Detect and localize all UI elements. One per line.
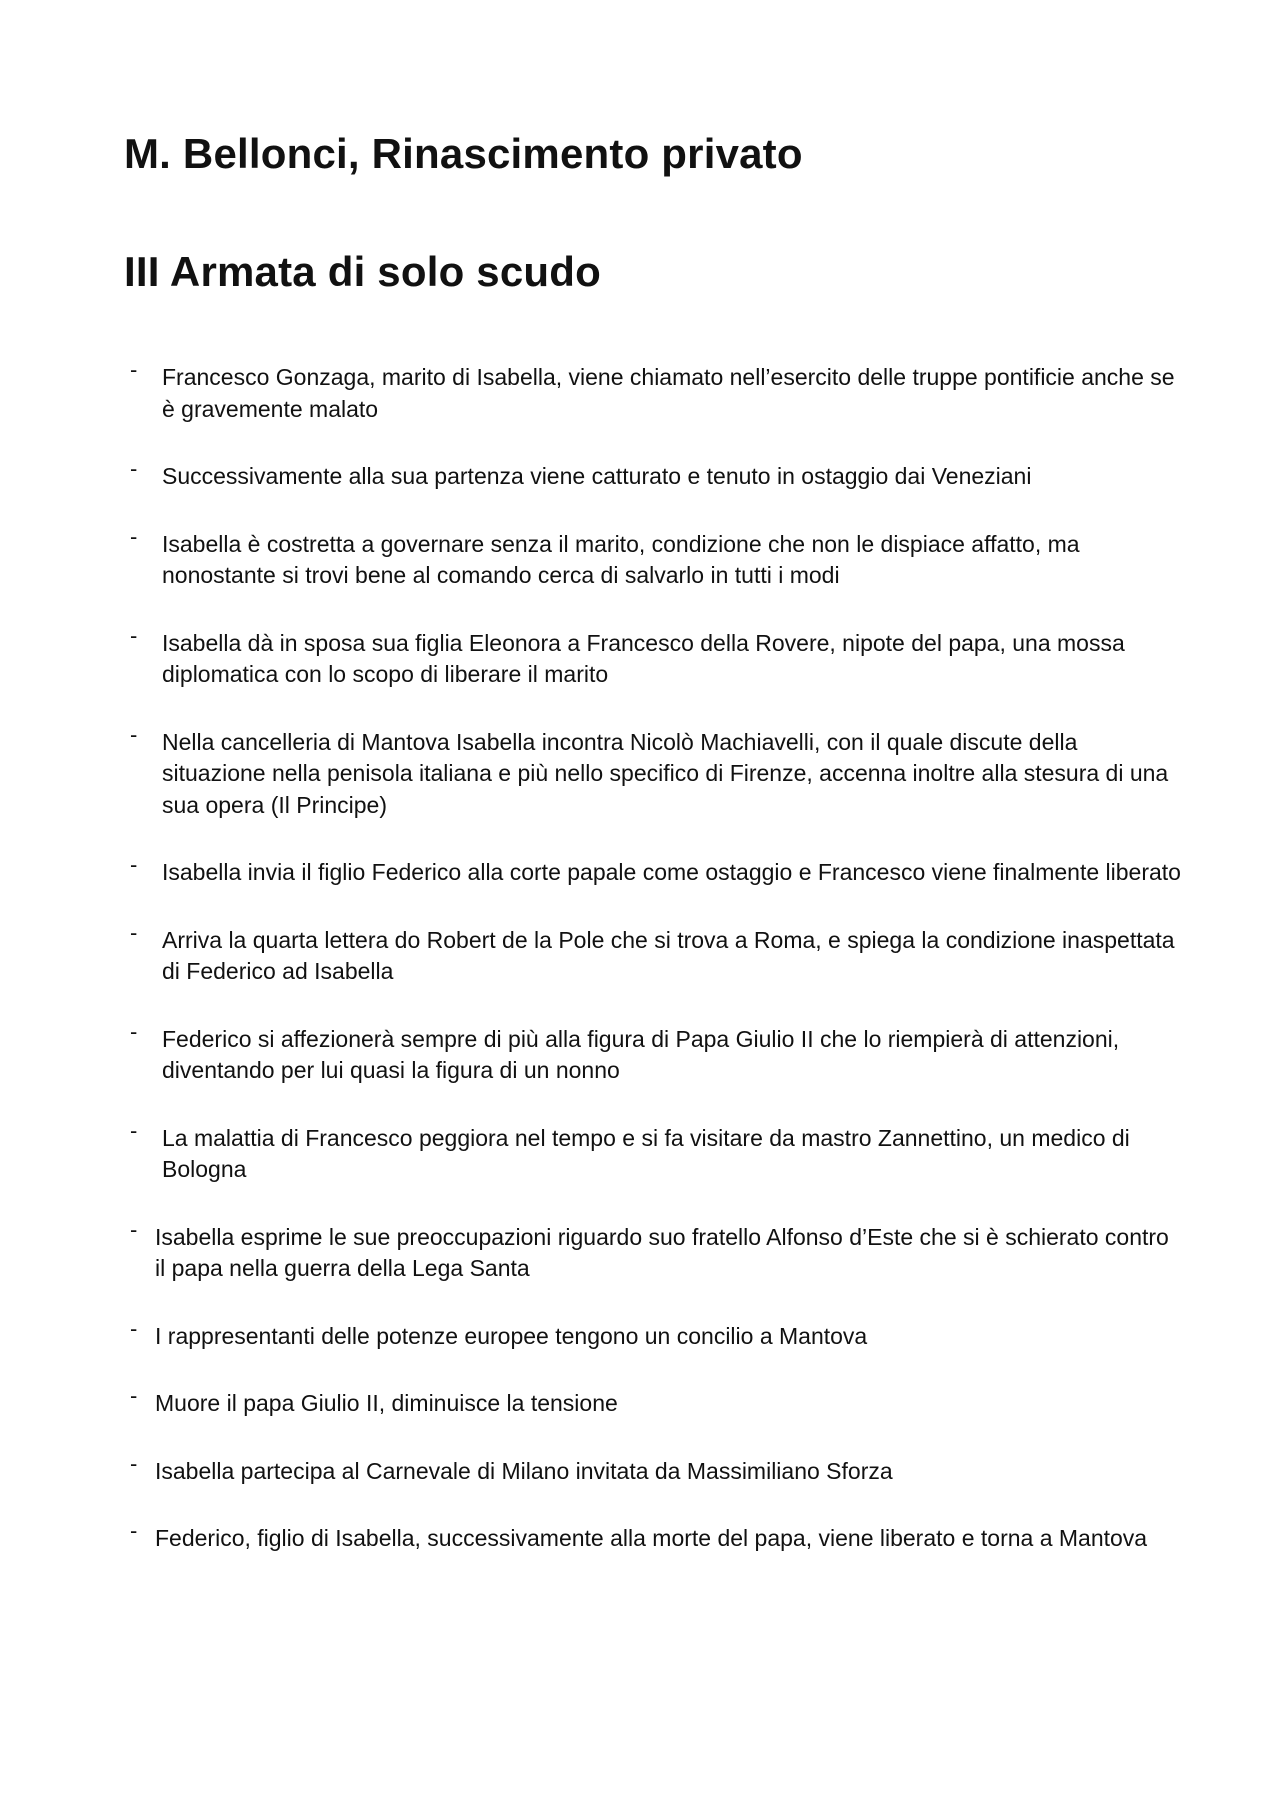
list-item-text: Francesco Gonzaga, marito di Isabella, viene chiamato nell’esercito delle truppe pontificie anche se è gravemente malato	[162, 364, 1175, 422]
bullet-marker: -	[130, 1018, 138, 1044]
list-item-text: Isabella è costretta a governare senza il marito, condizione che non le dispiace affatto, ma nonostante si trovi bene al comando cerca di salvarlo in tutti i modi	[162, 530, 1080, 588]
list-item-text: Muore il papa Giulio II, diminuisce la tensione	[155, 1390, 618, 1416]
list-item-text: Isabella dà in sposa sua figlia Eleonora a Francesco della Rovere, nipote del papa, una mossa diplomatica con lo scopo di liberare il marito	[162, 629, 1125, 687]
bullet-marker: -	[130, 1117, 138, 1143]
bullet-marker: -	[130, 852, 138, 877]
bullet-marker: -	[130, 357, 138, 382]
list-item	[124, 1216, 1184, 1285]
bullet-marker: -	[130, 721, 138, 747]
bullet-marker: -	[130, 1383, 138, 1408]
bullet-marker: -	[130, 919, 138, 945]
section-title: III Armata di solo scudo	[124, 248, 601, 295]
list-item-text: Federico si affezionerà sempre di più alla figura di Papa Giulio II che lo riempierà di attenzioni, diventando per lui quasi la figura di un nonno	[162, 1025, 1120, 1083]
list-item-text: Arriva la quarta lettera do Robert de la Pole che si trova a Roma, e spiega la condizione inaspettata di Federico ad Isabella	[162, 926, 1175, 984]
list-item	[124, 721, 1184, 822]
list-item-text: Isabella partecipa al Carnevale di Milano invitata da Massimiliano Sforza	[155, 1457, 893, 1484]
list-item	[124, 1450, 1184, 1488]
list-item	[124, 1018, 1184, 1087]
list-item	[124, 523, 1184, 592]
list-item	[124, 456, 1184, 493]
list-item	[124, 1518, 1184, 1555]
list-item	[124, 1383, 1184, 1420]
list-item-text: Isabella invia il figlio Federico alla corte papale come ostaggio e Francesco viene finalmente liberato	[162, 859, 1181, 885]
list-item	[124, 357, 1184, 425]
list-item-text: Isabella esprime le sue preoccupazioni riguardo suo fratello Alfonso d’Este che si è schierato contro il papa nella guerra della Lega Santa	[155, 1223, 1169, 1281]
list-item	[124, 1117, 1184, 1186]
bullet-marker: -	[130, 1216, 138, 1242]
bullet-list	[124, 357, 1184, 1591]
list-item	[124, 1315, 1184, 1353]
bullet-marker: -	[130, 523, 138, 549]
list-item-text: La malattia di Francesco peggiora nel tempo e si fa visitare da mastro Zannettino, un medico di Bologna	[162, 1124, 1130, 1182]
list-item-text: Successivamente alla sua partenza viene catturato e tenuto in ostaggio dai Veneziani	[162, 463, 1032, 489]
bullet-marker: -	[130, 456, 138, 481]
list-item-text: Nella cancelleria di Mantova Isabella incontra Nicolò Machiavelli, con il quale discute della situazione nella penisola italiana e più nello specifico di Firenze, accenna inoltre alla stesura di una sua opera (Il Principe)	[162, 728, 1169, 818]
list-item-text: Federico, figlio di Isabella, successivamente alla morte del papa, viene liberato e torna a Mantova	[155, 1525, 1148, 1551]
bullet-marker: -	[130, 1518, 138, 1543]
document-title: M. Bellonci, Rinascimento privato	[124, 130, 803, 177]
bullet-marker: -	[130, 1450, 138, 1476]
list-item	[124, 622, 1184, 691]
list-item	[124, 852, 1184, 889]
bullet-marker: -	[130, 622, 138, 648]
list-item	[124, 919, 1184, 988]
bullet-marker: -	[130, 1315, 138, 1341]
list-item-text: I rappresentanti delle potenze europee tengono un concilio a Mantova	[155, 1322, 868, 1349]
